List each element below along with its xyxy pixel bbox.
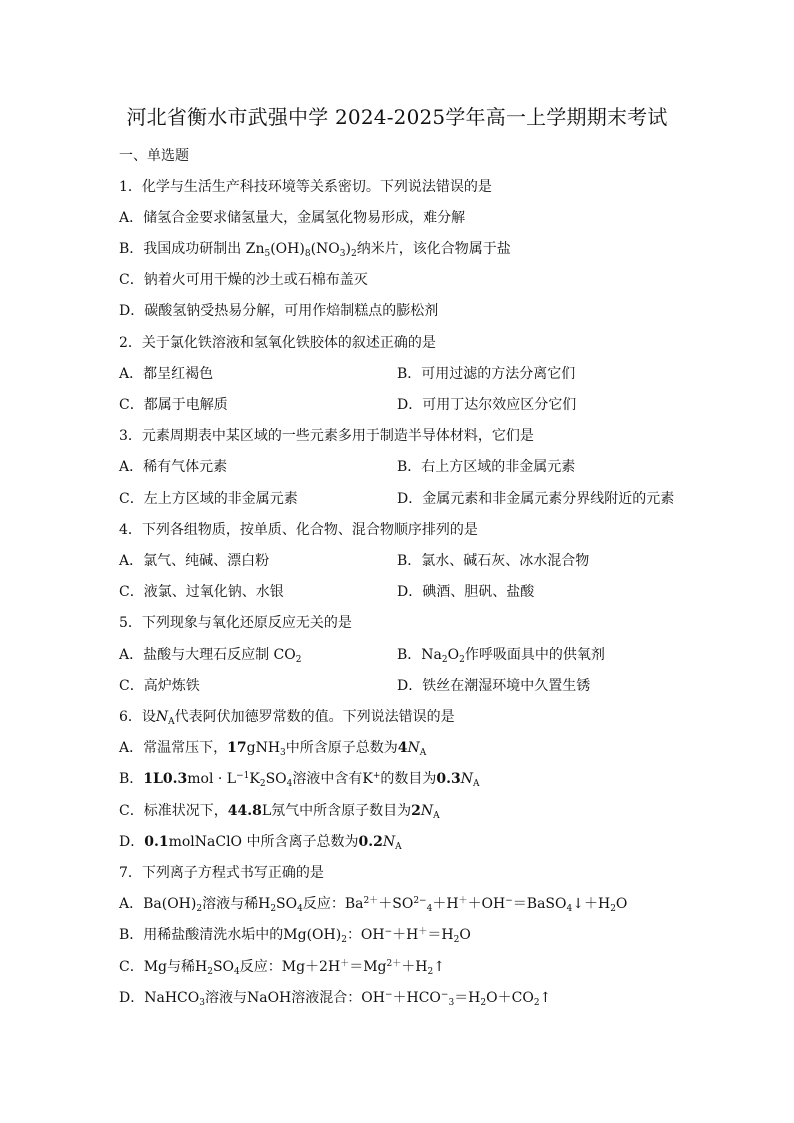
exam-title: 河北省衡水市武强中学 2024-2025学年高一上学期期末考试 <box>126 105 668 129</box>
section-heading: 一、单选题 <box>119 148 189 164</box>
question-1-option-a: A．储氢合金要求储氢量大，金属氢化物易形成，难分解 <box>119 210 466 226</box>
question-7-option-c: C．Mg与稀$H_2SO_4$反应：$Mg+2H^+=Mg^{2+}+H_2↑$ <box>119 959 445 977</box>
question-5-option-a: A．盐酸与大理石反应制 $CO_2$ <box>119 647 302 665</box>
question-4-option-d: D．碘酒、胆矾、盐酸 <box>397 584 535 600</box>
question-1-stem: 1．化学与生活生产科技环境等关系密切。下列说法错误的是 <box>119 179 492 195</box>
question-2-stem: 2．关于氯化铁溶液和氢氧化铁胶体的叙述正确的是 <box>119 335 436 351</box>
question-5-option-d: D．铁丝在潮湿环境中久置生锈 <box>397 678 591 694</box>
question-3-option-c: C．左上方区域的非金属元素 <box>119 491 298 507</box>
question-6-option-a: A．常温常压下，17gNH$_3$中所含原子总数为$4N_A$ <box>119 740 427 758</box>
question-1-option-d: D．碳酸氢钠受热易分解，可用作焙制糕点的膨松剂 <box>119 303 439 319</box>
question-6-option-b: B．$1L0.3mol \cdot L^{-1}K_2SO_4$溶液中含有K+的数目为$0.3N_A$ <box>119 771 480 789</box>
question-3-stem: 3．元素周期表中某区域的一些元素多用于制造半导体材料，它们是 <box>119 428 534 444</box>
question-2-option-b: B．可用过滤的方法分离它们 <box>397 366 576 382</box>
question-1-option-c: C．钠着火可用干燥的沙土或石棉布盖灭 <box>119 272 368 288</box>
question-6-option-d: D．0.1molNaClO 中所含离子总数为$0.2N_A$ <box>119 834 402 852</box>
question-3-option-d: D．金属元素和非金属元素分界线附近的元素 <box>397 491 675 507</box>
question-5-option-b: B．$Na_2O_2$作呼吸面具中的供氧剂 <box>397 647 605 665</box>
question-6-stem: 6．设$N_A$代表阿伏加德罗常数的值。下列说法错误的是 <box>119 709 455 727</box>
question-1-option-b: B．我国成功研制出 $Zn_5(OH)_8(NO_3)_2$纳米片，该化合物属于盐 <box>119 241 511 259</box>
question-7-option-d: D．NaHCO$_3$溶液与NaOH溶液混合：$OH^-+HCO^-_3=H_2O+CO_2↑$ <box>119 990 552 1008</box>
question-5-stem: 5．下列现象与氧化还原反应无关的是 <box>119 615 352 631</box>
question-2-option-c: C．都属于电解质 <box>119 397 228 413</box>
question-6-option-c: C．标准状况下，44.8L氖气中所含原子数目为$2N_A$ <box>119 803 440 821</box>
question-4-stem: 4．下列各组物质，按单质、化合物、混合物顺序排列的是 <box>119 522 478 538</box>
question-2-option-d: D．可用丁达尔效应区分它们 <box>397 397 577 413</box>
question-3-option-a: A．稀有气体元素 <box>119 459 228 475</box>
question-4-option-c: C．液氯、过氧化钠、水银 <box>119 584 284 600</box>
question-7-option-a: A．$Ba(OH)_2$溶液与稀$H_2SO_4$反应：$Ba^{2+}+SO^{2-}_4+H^++OH^-=BaSO_4↓+H_2O$ <box>119 896 628 914</box>
question-2-option-a: A．都呈红褐色 <box>119 366 214 382</box>
question-7-stem: 7．下列离子方程式书写正确的是 <box>119 865 324 881</box>
question-5-option-c: C．高炉炼铁 <box>119 678 200 694</box>
question-4-option-a: A．氯气、纯碱、漂白粉 <box>119 553 270 569</box>
question-3-option-b: B．右上方区域的非金属元素 <box>397 459 576 475</box>
question-7-option-b: B．用稀盐酸清洗水垢中的$Mg(OH)_2$：$OH^-+H^+=H_2O$ <box>119 927 471 945</box>
question-4-option-b: B．氯水、碱石灰、冰水混合物 <box>397 553 590 569</box>
